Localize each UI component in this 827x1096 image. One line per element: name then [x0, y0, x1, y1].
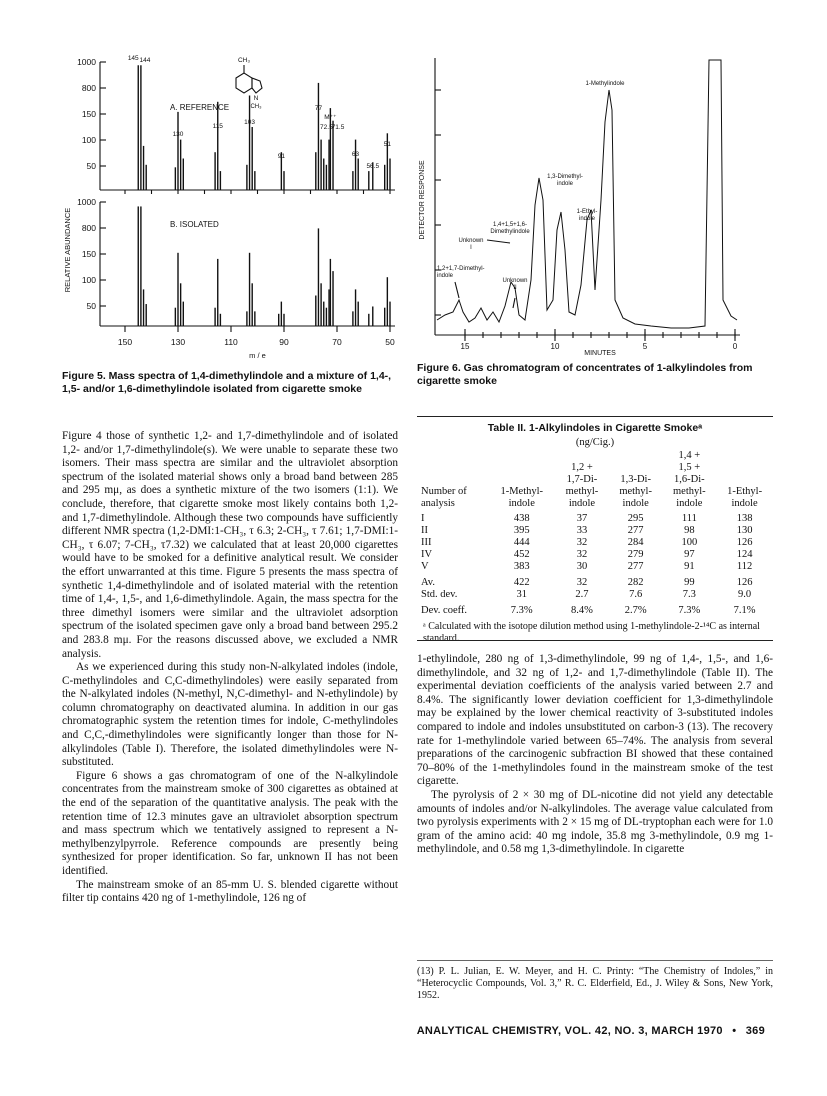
peak-label-145-16-dimethylindole: 1,4+1,5+1,6- — [492, 222, 528, 228]
left-column-text — [62, 430, 398, 906]
x-tick-label: 10 — [550, 342, 560, 351]
x-axis-label: m / e — [249, 351, 266, 360]
table-cell: 1-Methyl- indole — [500, 486, 544, 509]
peak-label-unknown-1: Unknown — [458, 238, 484, 244]
paragraph: Figure 6 shows a gas chromatogram of one of the N-alkylindole concentrates from the mainstream smoke of 300 cigarettes as obtained at the end of the separation of the quantitative analysis. The peak with the retention time of 12.3 minutes gave an ultraviolet absorption spectrum and mass spectrum which we tentatively assigned to represent a N-methylbenzylpyrrole. Reference compounds are presently being synthesized for proper identification. So far, unknown II has not been identified. — [62, 769, 398, 877]
table-cell: 99 — [684, 577, 695, 588]
peak-label-13-dimethylindole: 1,3-Dimethyl- — [547, 174, 583, 180]
table-row — [417, 525, 773, 537]
paragraph: The pyrolysis of 2 × 30 mg of DL-nicotine did not yield any detectable amounts of indoles and/or N-alkylindoles. The average value calculated from two pyrolysis experiments with 2 × 15 mg of DL-tryptophan each were for 1.0 gram of the amino acid: 40 mg indole, 35.8 mg 3-methylindole, 0.9 mg 1-methylindole, and 0.58 mg 1,3-dimethylindole. In cigarette — [417, 788, 773, 856]
peak-label: 144 — [139, 57, 151, 64]
structure-label: CH₃ — [237, 57, 251, 64]
figure-5-mass-spectra — [60, 50, 405, 365]
table-2-grid — [417, 450, 773, 617]
table-header-row — [417, 450, 773, 510]
table-cell: 277 — [627, 525, 644, 536]
table-cell: Av. — [421, 577, 435, 588]
peak-label: 63 — [351, 151, 360, 158]
reference-rule — [417, 960, 773, 961]
table-cell: II — [421, 525, 428, 536]
y-tick-label: 150 — [81, 249, 96, 259]
table-stddev-row — [417, 589, 773, 601]
table-cell: 33 — [576, 525, 588, 536]
x-tick-label: 150 — [117, 337, 133, 347]
table-bottom-rule — [417, 640, 773, 641]
figure-6-caption: Figure 6. Gas chromatogram of concentrates of 1-alkylindoles from cigarette smoke — [417, 362, 753, 387]
table-cell: 444 — [513, 537, 530, 548]
table-cell: 7.3% — [510, 605, 533, 616]
y-tick-label: 1000 — [77, 197, 96, 207]
y-tick-label: 1000 — [77, 57, 96, 67]
x-tick-label: 5 — [642, 342, 648, 351]
table-cell: 7.6 — [629, 589, 643, 600]
structure-label: CH₃ — [250, 104, 262, 110]
peak-label: 130 — [172, 131, 184, 138]
table-cell: I — [421, 513, 425, 524]
table-cell: 130 — [736, 525, 753, 536]
table-cell: 97 — [684, 549, 695, 560]
reference-13: (13) P. L. Julian, E. W. Meyer, and H. C. Printy: “The Chemistry of Indoles,” in “Heterocyclic Compounds, Vol. 3,” R. C. Elderfield, Ed., J. Wiley & Sons, New York, 1952. — [417, 966, 773, 1001]
y-axis-label: RELATIVE ABUNDANCE — [63, 207, 72, 293]
figure-5-caption: Figure 5. Mass spectra of 1,4-dimethylindole and a mixture of 1,4-, 1,5- and/or 1,6-dimethylindole isolated from cigarette smoke — [62, 370, 392, 395]
table-cell: 2.7 — [575, 589, 589, 600]
x-axis-label: MINUTES — [584, 350, 616, 357]
pointer-line — [513, 298, 515, 308]
x-tick-label: 15 — [460, 342, 470, 351]
peak-label: 72.5 — [320, 124, 333, 131]
table-row — [417, 549, 773, 561]
page-footer — [417, 1025, 765, 1037]
x-tick-label: 110 — [224, 337, 238, 347]
table-cell: 1,2 + 1,7-Di- methyl- indole — [565, 462, 599, 509]
table-cell: III — [421, 537, 432, 548]
peak-label: 56.5 — [366, 163, 380, 170]
table-cell: 30 — [576, 561, 588, 572]
table-cell: IV — [421, 549, 433, 560]
right-column-text — [417, 653, 773, 857]
peak-label-unknown-1: I — [470, 245, 472, 251]
x-tick-label: 70 — [332, 337, 342, 347]
table-footnote: ᵃ Calculated with the isotope dilution method using 1-methylindole-2-¹⁴C as internal standard. — [423, 621, 760, 644]
pointer-line — [455, 282, 459, 298]
peak-label-unknown-2: Unknown — [502, 278, 528, 284]
y-tick-label: 50 — [86, 161, 96, 171]
peak-label: M⁺⁺ — [324, 114, 337, 121]
peak-label: 91 — [277, 153, 285, 160]
table-cell: 138 — [736, 513, 753, 524]
peak-label-unknown-2: II — [513, 285, 517, 291]
table-cell: 383 — [513, 561, 530, 572]
peak-label-ethylindole: indole — [578, 216, 596, 222]
table-cell: 124 — [736, 549, 753, 560]
y-tick-label: 800 — [81, 83, 96, 93]
peak-label: 103 — [244, 119, 255, 126]
panel-b-label: B. ISOLATED — [170, 220, 219, 229]
table-cell: 32 — [576, 537, 588, 548]
table-cell: 284 — [627, 537, 644, 548]
peak-label-145-16-dimethylindole: Dimethylindole — [490, 229, 530, 235]
table-cell: Number of analysis — [421, 486, 467, 509]
table-cell: 295 — [627, 513, 644, 524]
peak-label-13-dimethylindole: indole — [556, 181, 574, 187]
peak-label-12-17-dimethylindole: indole — [437, 273, 454, 279]
table-cell: 1-Ethyl- indole — [727, 486, 763, 509]
paragraph: 1-ethylindole, 280 ng of 1,3-dimethylindole, 99 ng of 1,4-, 1,5-, and 1,6-dimethylindole, and 32 ng of 1,2- and 1,7-dimethylindole (Table II). The experimental deviation coefficients of the analysis varied between 2.7 and 8.4%. The significantly lower deviation coefficient for 1,3-dimethylindole may be explained by the lower chemical reactivity of 3-substituted indoles compared to indole and indoles unsubstituted on carbon-3 (13). The recovery rate for 1-methylindole varied between 65–74%. The analysis from several preparations of the carcinogenic subfraction BI showed that these contained 70–80% of the 1-methylindoles found in the mainstream smoke of the test cigarette. — [417, 653, 773, 788]
table-cell: 1,3-Di- methyl- indole — [619, 474, 652, 509]
table-top-rule — [417, 416, 773, 417]
table-cell: 7.3% — [678, 605, 701, 616]
peak-label: 115 — [212, 123, 223, 130]
table-cell: 31 — [516, 589, 527, 600]
journal-name: ANALYTICAL CHEMISTRY, VOL. 42, NO. 3, MARCH 1970 — [416, 1025, 723, 1037]
table-cell: 126 — [736, 577, 753, 588]
peak-label-methylindole: 1-Methylindole — [585, 81, 625, 87]
peak-label: 145 — [127, 55, 139, 62]
table-cell: 112 — [736, 561, 753, 572]
figure-6-gas-chromatogram — [415, 50, 745, 360]
pointer-line — [487, 240, 510, 243]
table-cell: 8.4% — [571, 605, 593, 616]
peak-label: 77 — [314, 105, 323, 112]
y-axis-label: DETECTOR RESPONSE — [419, 160, 426, 240]
y-tick-label: 100 — [81, 135, 96, 145]
table-cell: 37 — [576, 513, 588, 524]
table-cell: 438 — [513, 513, 530, 524]
table-cell: 100 — [681, 537, 698, 548]
table-cell: 282 — [627, 577, 644, 588]
paragraph: As we experienced during this study non-N-alkylated indoles (indole, C-methylindoles and C,C-dimethylindoles) were easily separated from the N-alkylated indoles (N-methyl, N,C-dimethyl- and N-ethylindole) by column chromatography on deactivated alumina. In addition in our gas chromatographic system the retention times for indole, C-methylindoles and C,C,-dimethylindoles were significantly longer than those for N-alkylindoles (Table I). Therefore, the isolated dimethylindoles were N-substituted. — [62, 661, 398, 769]
table-row — [417, 537, 773, 549]
peak-label: 71.5 — [331, 124, 345, 131]
table-cell: 32 — [576, 577, 588, 588]
table-cell: V — [421, 561, 429, 572]
table-cell: 91 — [684, 561, 695, 572]
table-cell: 1,4 + 1,5 + 1,6-Di- methyl- indole — [673, 450, 706, 509]
y-tick-label: 50 — [86, 301, 96, 311]
table-cell: 111 — [681, 513, 697, 524]
table-cell: Std. dev. — [421, 589, 458, 600]
peak-label: 51 — [383, 141, 391, 148]
benzene-ring — [236, 73, 252, 93]
x-tick-label: 0 — [732, 342, 738, 351]
footer-bullet: • — [732, 1025, 737, 1037]
pyrrole-ring — [252, 78, 262, 93]
table-cell: 279 — [627, 549, 644, 560]
table-cell: 98 — [684, 525, 695, 536]
paragraph: The mainstream smoke of an 85-mm U. S. blended cigarette without filter tip contains 420 ng of 1-methylindole, 126 ng of — [62, 878, 398, 905]
y-tick-label: 100 — [81, 275, 96, 285]
table-cell: 422 — [513, 577, 530, 588]
chromatogram-trace — [437, 60, 737, 328]
panel-a-label: A. REFERENCE — [170, 103, 230, 112]
table-title: Table II. 1-Alkylindoles in Cigarette Smokeᵃ — [487, 422, 703, 434]
table-row — [417, 561, 773, 573]
peak-label-ethylindole: 1-Ethyl- — [576, 209, 598, 215]
paragraph: Figure 4 those of synthetic 1,2- and 1,7-dimethylindole and of isolated 1,2- and/or 1,7-dimethylindole(s). We were unable to separate these two isomers. Their mass spectra are similar and the ultraviolet absorption spectrum of the isolated material shows only a broad band between 285 and 295 mμ, as does a synthetic mixture of the two isomers (1:1). We conclude, therefore, that cigarette smoke most likely contains both 1,2- and 1,7-dimethylindole. Although these two compounds have sufficiently different NMR spectra (1,2-DMI:1-CH₃, τ 6.3; 2-CH₃, τ 7.61; 1,7-DMI:1-CH₃, τ 6.07; 7-CH₃, τ7.32) we calculated that at least 20,000 cigarettes would have to be smoked for a definitive analytical result. We consider the effort unwarranted at this time. Figure 5 presents the mass spectra of synthetic 1,4-dimethylindole and of isolated material with the retention time of 1,4-, 1,5-, and 1,6-dimethylindole. Again, the mass spectra for the three dimethyl isomers were similar and the ultraviolet adsorption spectrum of the isolated specimen gave only a broad band between 295.2 and 283.8 mμ. For the reasons discussed above, we excluded a NMR analysis. — [62, 430, 398, 660]
table-cell: Dev. coeff. — [421, 605, 468, 616]
x-tick-label: 50 — [385, 337, 395, 347]
table-average-row — [417, 573, 773, 589]
table-row — [417, 510, 773, 525]
table-cell: 277 — [627, 561, 644, 572]
table-2 — [417, 422, 773, 645]
peak-label-12-17-dimethylindole: 1,2+1,7-Dimethyl- — [437, 266, 485, 272]
y-tick-label: 150 — [81, 109, 96, 119]
table-cell: 32 — [576, 549, 588, 560]
table-devcoeff-row — [417, 601, 773, 617]
table-cell: 126 — [736, 537, 753, 548]
table-cell: 2.7% — [624, 605, 647, 616]
table-cell: 7.3 — [682, 589, 696, 600]
x-tick-label: 130 — [170, 337, 186, 347]
table-cell: 9.0 — [738, 589, 752, 600]
table-cell: 7.1% — [733, 605, 756, 616]
x-tick-label: 90 — [279, 337, 289, 347]
table-cell: 395 — [513, 525, 530, 536]
table-cell: 452 — [513, 549, 530, 560]
structure-label: N — [253, 95, 259, 102]
table-unit: (ng/Cig.) — [575, 437, 615, 448]
y-tick-label: 800 — [81, 223, 96, 233]
page-number: 369 — [745, 1025, 765, 1037]
